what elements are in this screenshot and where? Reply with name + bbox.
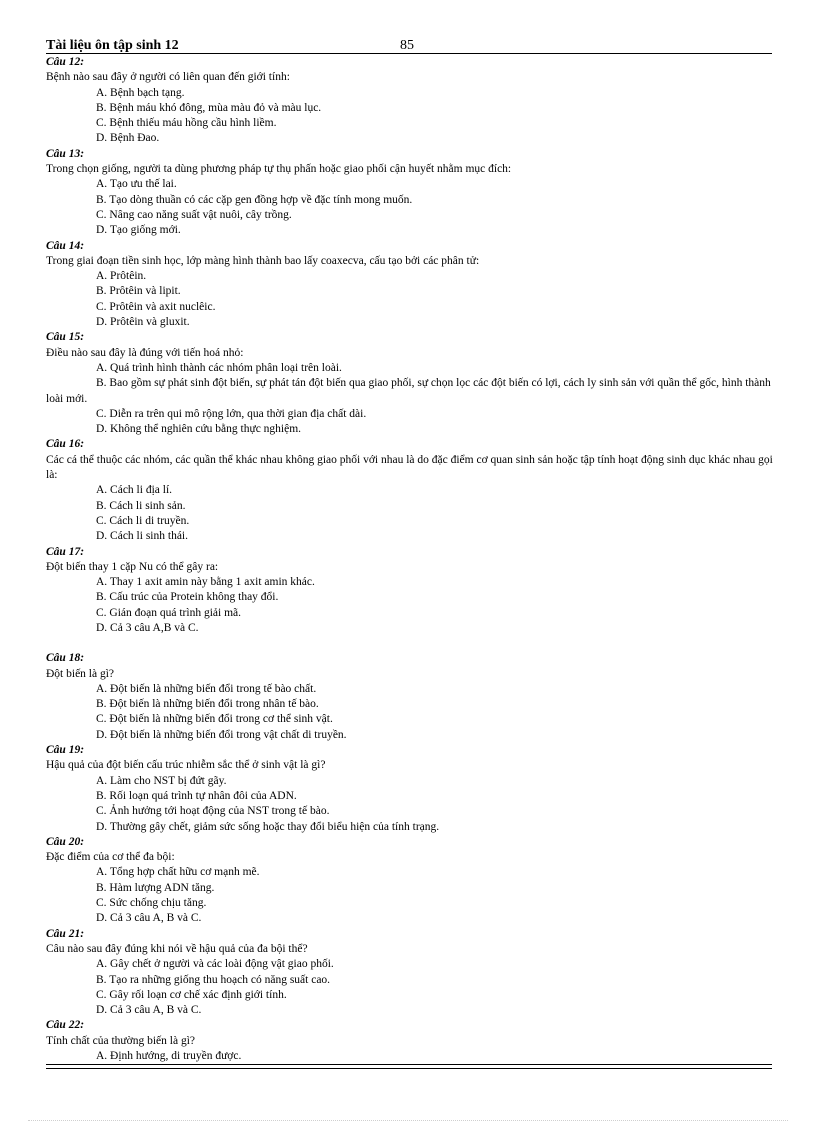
answer-option: C. Ảnh hưởng tới hoạt động của NST trong tế bào. [96, 805, 330, 818]
answer-option: A. Định hướng, di truyền được. [96, 1050, 242, 1062]
answer-option: C. Đột biến là những biến đổi trong cơ thể sinh vật. [96, 713, 333, 726]
answer-option: D. Cả 3 câu A, B và C. [96, 912, 202, 925]
answer-option: D. Thường gây chết, giảm sức sống hoặc thay đổi biểu hiện của tính trạng. [96, 820, 440, 833]
question-block [46, 330, 774, 437]
answer-option: C. Gián đoạn quá trình giải mã. [96, 606, 241, 619]
question-stem: Câu nào sau đây đúng khi nói về hậu quả của đa bội thể? [46, 942, 308, 955]
question-number: Câu 22: [46, 1019, 85, 1032]
answer-option: D. Cách li sinh thái. [96, 530, 188, 543]
question-number: Câu 16: [46, 438, 85, 451]
answer-option: B. Cấu trúc của Protein không thay đổi. [96, 591, 279, 604]
question-stem: Đột biến thay 1 cặp Nu có thể gây ra: [46, 560, 219, 573]
answer-option: A. Đột biến là những biến đổi trong tế bào chất. [96, 682, 317, 695]
answer-option: A. Prôtêin. [96, 270, 147, 283]
answer-option: C. Diễn ra trên qui mô rộng lớn, qua thời gian địa chất dài. [96, 407, 367, 420]
answer-option: A. Quá trình hình thành các nhóm phân loại trên loài. [96, 361, 342, 374]
question-stem: Tính chất của thường biến là gì? [46, 1034, 195, 1047]
answer-option: D. Bệnh Đao. [96, 132, 160, 145]
question-number: Câu 18: [46, 652, 85, 665]
answer-option: C. Bệnh thiếu máu hồng cầu hình liềm. [96, 117, 277, 130]
answer-option: C. Nâng cao năng suất vật nuôi, cây trồng. [96, 208, 292, 221]
question-block [46, 835, 774, 927]
question-stem: Đặc điểm của cơ thể đa bội: [46, 851, 175, 864]
question-stem: Điều nào sau đây là đúng với tiến hoá nhỏ: [46, 346, 244, 359]
answer-option: B. Bệnh máu khó đông, mùa màu đỏ và màu lục. [96, 101, 322, 114]
answer-option: A. Tổng hợp chất hữu cơ mạnh mẽ. [96, 866, 260, 879]
question-block [46, 927, 774, 1019]
question-block [46, 147, 774, 239]
question-stem: Bệnh nào sau đây ở người có liên quan đến giới tính: [46, 71, 290, 84]
question-number: Câu 21: [46, 927, 85, 940]
answer-option: A. Làm cho NST bị đứt gãy. [96, 774, 227, 787]
question-number: Câu 13: [46, 147, 85, 160]
question-number: Câu 17: [46, 545, 85, 558]
answer-option: C. Sức chống chịu tăng. [96, 897, 207, 910]
answer-option: C. Gây rối loạn cơ chế xác định giới tính. [96, 988, 287, 1001]
answer-option: A. Cách li địa lí. [96, 484, 173, 497]
answer-option: A. Tạo ưu thế lai. [96, 178, 177, 191]
answer-option: B. Tạo ra những giống thu hoạch có năng suất cao. [96, 973, 331, 986]
answer-option: D. Prôtêin và gluxit. [96, 316, 190, 329]
question-block [46, 545, 774, 637]
page-bottom-border [28, 1120, 788, 1121]
question-number: Câu 15: [46, 331, 85, 344]
answer-option: B. Cách li sinh sản. [96, 499, 186, 512]
question-block [46, 437, 774, 544]
answer-option: B. Tạo dòng thuần có các cặp gen đồng hợp về đặc tính mong muốn. [96, 193, 413, 206]
question-number: Câu 19: [46, 744, 85, 757]
answer-option: B. Đột biến là những biến đổi trong nhân tế bào. [96, 698, 319, 711]
answer-option: A. Bệnh bạch tạng. [96, 86, 185, 99]
document-title: Tài liệu ôn tập sinh 12 [46, 38, 179, 53]
question-stem: Các cá thể thuộc các nhóm, các quần thể khác nhau không giao phối với nhau là do đặc điểm cơ quan sinh sản hoặc tập tính hoạt động sinh dục khác nhau gọi là: [46, 453, 773, 482]
footer-rule-thick [46, 1064, 772, 1065]
question-block [46, 743, 774, 835]
answer-option: A. Gây chết ở người và các loài động vật giao phối. [96, 958, 334, 971]
question-block [46, 55, 774, 147]
page-number: 85 [400, 38, 414, 53]
answer-option: D. Tạo giống mới. [96, 224, 181, 237]
answer-option: D. Cả 3 câu A, B và C. [96, 1004, 202, 1017]
answer-option: B. Bao gồm sự phát sinh đột biến, sự phát tán đột biến qua giao phối, sự chọn lọc các đột biến có lợi, cách ly sinh sản với quần thể gốc, hình thành loài mới. [46, 377, 771, 405]
question-stem: Trong chọn giống, người ta dùng phương pháp tự thụ phấn hoặc giao phối cận huyết nhằm mục đích: [46, 163, 512, 176]
answer-option: B. Rối loạn quá trình tự nhân đôi của ADN. [96, 789, 297, 802]
question-list [46, 55, 774, 1064]
question-block [46, 1018, 774, 1064]
question-number: Câu 20: [46, 835, 85, 848]
question-block [46, 651, 774, 743]
question-number: Câu 14: [46, 239, 85, 252]
answer-option: C. Prôtêin và axit nuclêic. [96, 300, 216, 313]
answer-option: C. Cách li di truyền. [96, 514, 190, 527]
question-stem: Trong giai đoạn tiền sinh học, lớp màng hình thành bao lấy coaxecva, cấu tạo bởi các phân tử: [46, 254, 480, 267]
question-stem: Hậu quả của đột biến cấu trúc nhiễm sắc thể ở sinh vật là gì? [46, 759, 326, 772]
footer-rule-thin [46, 1068, 772, 1069]
answer-option: D. Cả 3 câu A,B và C. [96, 621, 199, 634]
question-stem: Đột biến là gì? [46, 667, 115, 680]
header-rule [46, 53, 772, 54]
answer-option: D. Đột biến là những biến đổi trong vật chất di truyền. [96, 728, 347, 741]
answer-option: B. Prôtêin và lipit. [96, 285, 181, 298]
question-number: Câu 12: [46, 56, 85, 68]
question-block [46, 239, 774, 331]
answer-option: A. Thay 1 axit amin này bằng 1 axit amin khác. [96, 576, 315, 589]
blank-line [46, 636, 774, 651]
answer-option: B. Hàm lượng ADN tăng. [96, 881, 215, 894]
answer-option: D. Không thể nghiên cứu bằng thực nghiệm. [96, 423, 302, 436]
